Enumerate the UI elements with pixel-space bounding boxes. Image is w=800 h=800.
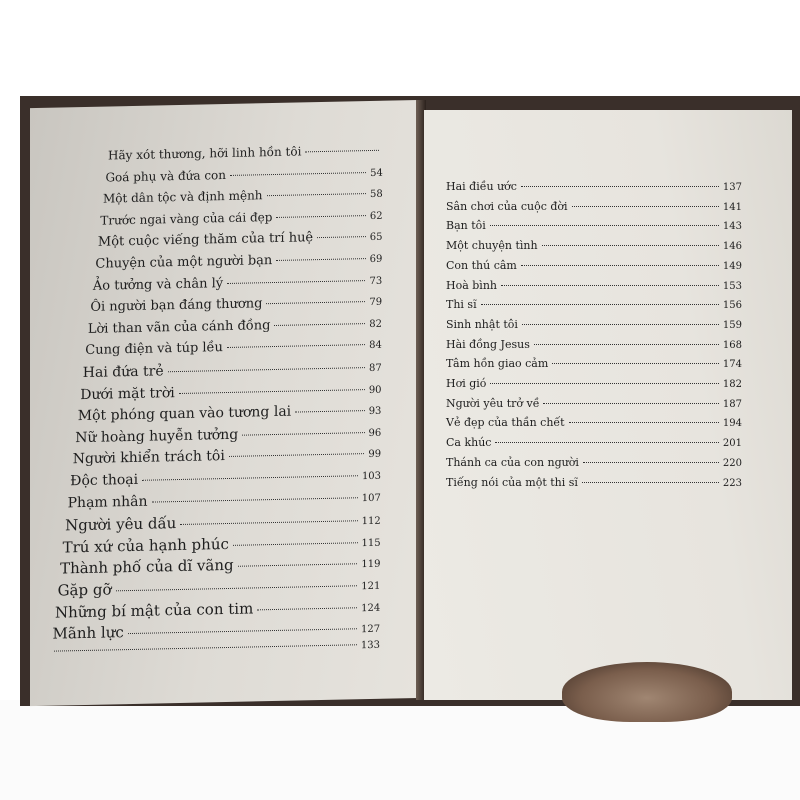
toc-entry-page-number: 137 xyxy=(722,182,742,193)
toc-entry-title: Người khiển trách tôi xyxy=(72,448,225,468)
toc-entry xyxy=(53,618,381,643)
toc-entry xyxy=(446,397,742,410)
toc-entry xyxy=(446,476,742,489)
toc-entry-page-number: 121 xyxy=(361,580,381,593)
toc-leader-dots xyxy=(582,482,719,483)
toc-entry-page-number: 159 xyxy=(722,319,742,331)
toc-leader-dots xyxy=(495,442,718,443)
toc-entry-page-number: 168 xyxy=(722,339,742,351)
toc-entry xyxy=(446,377,742,390)
toc-entry-title: Dưới mặt trời xyxy=(80,384,175,403)
toc-entry-title: Sinh nhật tôi xyxy=(446,317,518,331)
toc-leader-dots xyxy=(317,236,366,238)
toc-leader-dots xyxy=(481,304,719,305)
toc-entry-title: Người yêu dấu xyxy=(65,514,177,535)
toc-entry-title: Hoà bình xyxy=(446,278,497,292)
toc-entry-title: Hơi gió xyxy=(446,377,487,390)
toc-leader-dots xyxy=(522,324,719,325)
toc-entry-page-number: 62 xyxy=(369,210,383,222)
toc-leader-dots xyxy=(179,389,365,394)
toc-leader-dots xyxy=(238,564,358,568)
toc-entry-page-number: 84 xyxy=(369,340,382,352)
right-page xyxy=(424,110,792,700)
toc-leader-dots xyxy=(276,215,365,218)
toc-entry-page-number: 220 xyxy=(722,457,742,469)
toc-entry-title: Độc thoại xyxy=(70,471,139,490)
toc-leader-dots xyxy=(583,462,719,463)
toc-entry-page-number: 146 xyxy=(722,241,742,253)
toc-entry-page-number: 90 xyxy=(368,384,382,396)
toc-leader-dots xyxy=(569,422,719,423)
toc-entry-page-number: 103 xyxy=(361,470,382,483)
toc-entry xyxy=(95,251,382,272)
toc-entry xyxy=(446,200,742,213)
toc-entry-title: Một dân tộc và định mệnh xyxy=(102,188,263,206)
toc-entry xyxy=(68,488,381,511)
toc-entry-page-number: 112 xyxy=(361,515,381,528)
toc-leader-dots xyxy=(274,323,365,326)
toc-entry-page-number: 127 xyxy=(361,623,381,636)
toc-leader-dots xyxy=(128,628,357,634)
toc-entry-title: Ảo tưởng và chân lý xyxy=(92,275,224,294)
thumb xyxy=(562,662,732,722)
toc-leader-dots xyxy=(257,607,357,610)
toc-entry-title: Gặp gỡ xyxy=(57,580,112,600)
toc-entry-page-number: 141 xyxy=(722,201,742,213)
toc-entry-page-number: 107 xyxy=(361,492,381,504)
toc-entry-page-number: 69 xyxy=(369,253,383,266)
toc-entry xyxy=(58,575,381,600)
toc-entry-title: Bạn tôi xyxy=(446,219,486,233)
toc-entry-page-number: 115 xyxy=(361,537,381,549)
toc-leader-dots xyxy=(521,265,719,266)
toc-leader-dots xyxy=(242,432,364,436)
toc-entry xyxy=(108,143,383,163)
toc-leader-dots xyxy=(552,363,719,364)
toc-entry-title: Con thú câm xyxy=(446,258,517,272)
toc-entry xyxy=(98,229,383,250)
toc-entry-title: Trước ngai vàng của cái đẹp xyxy=(100,209,273,228)
toc-entry-page-number: 174 xyxy=(722,359,742,371)
toc-entry xyxy=(85,337,382,358)
toc-entry xyxy=(55,596,380,621)
toc-entry-title: Tâm hồn giao cảm xyxy=(446,357,549,371)
toc-leader-dots xyxy=(276,258,365,261)
toc-leader-dots xyxy=(490,383,718,384)
toc-entry-title: Cung điện và túp lều xyxy=(85,340,223,359)
toc-entry-title: Hãy xót thương, hỡi linh hồn tôi xyxy=(108,144,302,163)
toc-entry-title: Phạm nhân xyxy=(67,493,148,511)
toc-entry-title: Sân chơi của cuộc đời xyxy=(446,199,568,213)
toc-entry-page-number: 87 xyxy=(368,362,382,375)
toc-leader-dots xyxy=(168,367,365,372)
toc-leader-dots xyxy=(267,193,366,196)
toc-leader-dots xyxy=(501,285,719,286)
toc-entry xyxy=(65,510,381,535)
toc-entry-title: Hài đồng Jesus xyxy=(446,337,530,351)
toc-entry-title: Trú xứ của hạnh phúc xyxy=(62,534,229,557)
toc-leader-dots xyxy=(305,150,379,153)
toc-entry-page-number: 153 xyxy=(722,280,742,292)
toc-entry xyxy=(93,272,382,293)
toc-entry-page-number: 124 xyxy=(361,602,381,614)
toc-entry xyxy=(103,186,383,206)
toc-entry-page-number: 143 xyxy=(722,221,742,233)
toc-entry xyxy=(70,467,381,490)
toc-entry xyxy=(80,380,381,402)
toc-entry xyxy=(83,359,382,381)
toc-entry-title: Vẻ đẹp của thần chết xyxy=(446,416,565,430)
toc-entry xyxy=(446,318,742,331)
toc-entry-title: Hai đứa trẻ xyxy=(82,363,164,382)
toc-entry xyxy=(446,456,742,469)
toc-entry-title: Một phóng quan vào tương lai xyxy=(77,403,292,425)
toc-entry xyxy=(446,279,742,292)
left-page xyxy=(30,100,418,706)
toc-leader-dots xyxy=(572,206,719,207)
toc-entry xyxy=(446,239,742,252)
toc-entry-title: Mãnh lực xyxy=(52,623,124,643)
toc-leader-dots xyxy=(534,344,719,345)
toc-entry-title: Chuyện của một người bạn xyxy=(95,253,273,272)
toc-leader-dots xyxy=(152,497,358,502)
toc-entry-title: Ôi người bạn đáng thương xyxy=(90,296,263,316)
toc-entry xyxy=(78,402,382,424)
toc-entry-page-number: 96 xyxy=(368,427,382,439)
toc-entry xyxy=(446,180,742,193)
toc-entry xyxy=(50,640,380,658)
toc-entry-page-number: 133 xyxy=(360,639,380,651)
toc-entry-title: Thành phố của dĩ vãng xyxy=(60,556,234,578)
toc-entry-page-number: 54 xyxy=(370,167,383,179)
toc-entry-page-number: 201 xyxy=(722,438,742,450)
toc-entry xyxy=(60,553,380,578)
toc-entry-page-number: 65 xyxy=(369,232,383,244)
toc-entry xyxy=(105,164,382,184)
toc-entry-title: Hai điều ước xyxy=(446,180,517,193)
toc-leader-dots xyxy=(142,475,358,481)
toc-leader-dots xyxy=(116,585,358,591)
toc-leader-dots xyxy=(266,301,365,304)
toc-entry-title: Một cuộc viếng thăm của trí huệ xyxy=(97,230,314,251)
toc-entry-page-number: 119 xyxy=(361,559,381,571)
toc-entry-title: Tiếng nói của một thi sĩ xyxy=(446,475,578,489)
toc-entry xyxy=(88,316,382,337)
toc-leader-dots xyxy=(229,454,365,458)
toc-entry-page-number: 156 xyxy=(722,300,742,312)
toc-entry-page-number: 93 xyxy=(368,405,382,418)
toc-entry xyxy=(446,436,742,449)
toc-entry xyxy=(446,259,742,272)
toc-leader-dots xyxy=(180,520,357,525)
toc-entry xyxy=(446,338,742,351)
toc-leader-dots xyxy=(54,644,357,651)
toc-entry-page-number: 58 xyxy=(370,188,383,201)
toc-leader-dots xyxy=(295,410,365,412)
toc-entry-title: Những bí mật của con tim xyxy=(55,599,254,622)
toc-entry xyxy=(75,424,381,446)
toc-leader-dots xyxy=(521,186,719,187)
toc-entry xyxy=(73,445,381,467)
toc-entry-title: Lời than vãn của cánh đồng xyxy=(87,317,271,337)
toc-entry xyxy=(90,294,382,315)
toc-entry-page-number: 149 xyxy=(722,260,742,272)
toc-entry-page-number: 182 xyxy=(722,379,742,390)
toc-leader-dots xyxy=(227,344,365,348)
toc-entry-title: Một chuyện tình xyxy=(446,239,538,253)
toc-leader-dots xyxy=(227,280,365,284)
toc-leader-dots xyxy=(490,225,719,226)
toc-entry xyxy=(446,298,742,311)
toc-entry-page-number: 82 xyxy=(369,318,382,330)
toc-entry xyxy=(63,532,381,557)
toc-entry-page-number: 223 xyxy=(722,477,742,489)
toc-entry-title: Goá phụ và đứa con xyxy=(105,167,227,185)
toc-entry-page-number: 194 xyxy=(722,418,742,430)
toc-leader-dots xyxy=(543,403,718,404)
toc-entry xyxy=(446,219,742,232)
toc-entry-title: Nữ hoàng huyễn tưởng xyxy=(75,426,239,446)
toc-leader-dots xyxy=(233,542,358,546)
toc-leader-dots xyxy=(542,245,719,246)
toc-entry-title: Người yêu trở về xyxy=(446,396,540,410)
toc-entry-title: Ca khúc xyxy=(446,436,492,450)
toc-entry xyxy=(446,416,742,429)
toc-entry-title: Thi sĩ xyxy=(446,298,477,312)
toc-entry-title: Thánh ca của con người xyxy=(446,455,579,469)
toc-entry-page-number: 79 xyxy=(369,296,383,309)
toc-leader-dots xyxy=(230,172,366,176)
toc-entry-page-number: 99 xyxy=(368,449,382,461)
toc-entry-page-number: 187 xyxy=(722,398,742,410)
toc-entry xyxy=(100,208,382,228)
toc-entry xyxy=(446,357,742,370)
toc-entry-page-number: 73 xyxy=(369,275,383,287)
